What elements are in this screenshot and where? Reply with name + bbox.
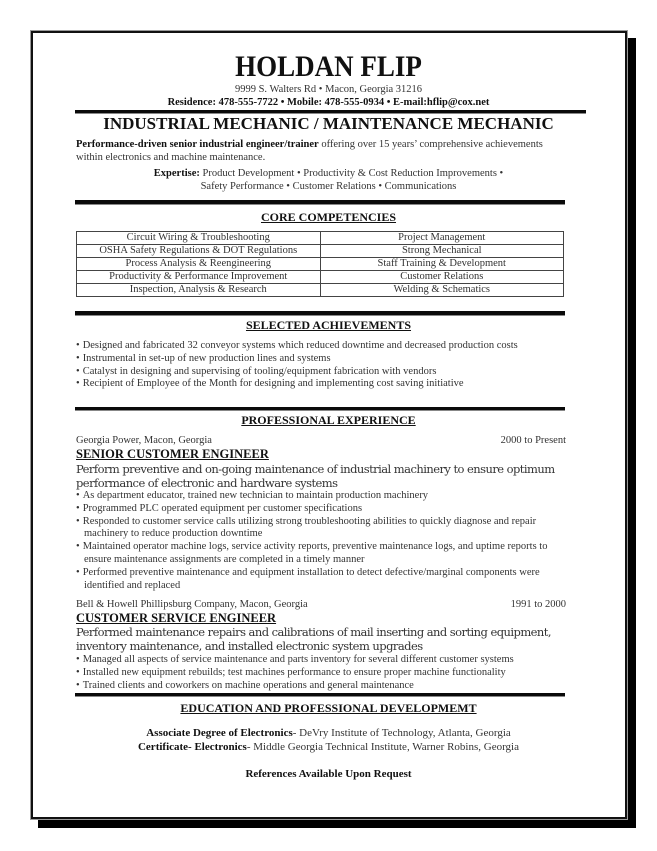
summary-text: offering over 15 years’ comprehensive achievements within electronics and machine maintenance.: [76, 139, 543, 163]
table-cell: Productivity & Performance Improvement: [77, 271, 321, 284]
section-heading-experience: PROFESSIONAL EXPERIENCE: [241, 413, 416, 427]
job-description: Perform preventive and on-going maintenance of industrial machinery to ensure optimum performance of electronic and hardware systems: [76, 462, 555, 490]
list-item: • Instrumental in set-up of new production lines and systems: [76, 353, 571, 366]
list-item: • Managed all aspects of service maintenance and parts inventory for several different customer systems: [76, 654, 571, 667]
list-item: • Performed preventive maintenance and equipment installation to detect defective/marginal components were identified and replaced: [76, 567, 571, 593]
list-item: • Maintained operator machine logs, service activity reports, preventive maintenance logs, and uptime reports to ensure maintenance assignments are completed in a timely manner: [76, 541, 571, 567]
table-cell: Customer Relations: [320, 271, 564, 284]
job-2-meta: [76, 599, 566, 611]
list-item: • Responded to customer service calls utilizing strong troubleshooting abilities to quickly diagnose and repair machinery to reduce production downtime: [76, 516, 571, 542]
list-item: • Recipient of Employee of the Month for designing and implementing cost saving initiative: [76, 378, 571, 391]
job-dates: 1991 to 2000: [510, 599, 566, 610]
candidate-name: HOLDAN FLIP: [235, 50, 422, 83]
divider: [75, 311, 565, 316]
table-row: [77, 258, 564, 271]
address: 9999 S. Walters Rd • Macon, Georgia 31216: [234, 84, 423, 95]
table-cell: Process Analysis & Reengineering: [77, 258, 321, 271]
table-cell: Project Management: [320, 232, 564, 245]
references-note: References Available Upon Request: [245, 768, 412, 780]
job-title: CUSTOMER SERVICE ENGINEER: [76, 611, 277, 625]
section-heading-education: EDUCATION AND PROFESSIONAL DEVELOPMEMT: [180, 701, 477, 715]
summary: [76, 138, 566, 164]
expertise-line-2: Safety Performance • Customer Relations • Communications: [200, 181, 457, 192]
summary-lead: Performance-driven senior industrial engineer/trainer: [76, 139, 319, 150]
list-item: • As department educator, trained new technician to maintain production machinery: [76, 490, 571, 503]
table-row: [77, 232, 564, 245]
expertise-line-1: Product Development • Productivity & Cost Reduction Improvements •: [199, 168, 504, 179]
job-dates: 2000 to Present: [500, 435, 566, 446]
credential: Certificate- Electronics: [137, 741, 247, 753]
list-item: • Designed and fabricated 32 conveyor systems which reduced downtime and decreased production costs: [76, 340, 571, 353]
divider: [75, 200, 565, 205]
institution: - Middle Georgia Technical Institute, Warner Robins, Georgia: [246, 741, 519, 753]
job-company: Bell & Howell Phillipsburg Company, Macon, Georgia: [76, 599, 308, 610]
table-cell: Welding & Schematics: [320, 284, 564, 297]
divider: [75, 693, 565, 697]
table-row: [77, 284, 564, 297]
job-1-meta: [76, 435, 566, 447]
list-item: • Installed new equipment rebuilds; test machines performance to ensure proper machine functionality: [76, 667, 571, 680]
education-item: [0, 741, 657, 754]
table-cell: Strong Mechanical: [320, 245, 564, 258]
job-company: Georgia Power, Macon, Georgia: [76, 435, 212, 446]
expertise: [0, 167, 657, 193]
job-target-title: INDUSTRIAL MECHANIC / MAINTENANCE MECHANIC: [103, 114, 554, 133]
section-heading-achievements: SELECTED ACHIEVEMENTS: [245, 318, 412, 332]
expertise-label: Expertise:: [153, 168, 200, 179]
list-item: • Programmed PLC operated equipment per customer specifications: [76, 503, 571, 516]
job-1-bullets: [76, 490, 571, 592]
job-description: Performed maintenance repairs and calibrations of mail inserting and sorting equipment, inventory maintenance, and installed electronic system upgrades: [76, 625, 551, 653]
table-cell: Staff Training & Development: [320, 258, 564, 271]
job-2-bullets: [76, 654, 571, 692]
competencies-table: [76, 231, 564, 297]
table-row: [77, 271, 564, 284]
section-heading-core-competencies: CORE COMPETENCIES: [260, 210, 397, 224]
institution: - DeVry Institute of Technology, Atlanta, Georgia: [292, 727, 511, 739]
education-item: [0, 727, 657, 740]
table-cell: Circuit Wiring & Troubleshooting: [77, 232, 321, 245]
table-cell: Inspection, Analysis & Research: [77, 284, 321, 297]
divider: [75, 407, 565, 411]
table-cell: OSHA Safety Regulations & DOT Regulations: [77, 245, 321, 258]
list-item: • Trained clients and coworkers on machine operations and general maintenance: [76, 680, 571, 693]
contact-info: Residence: 478-555-7722 • Mobile: 478-555-0934 • E-mail:hflip@cox.net: [167, 97, 490, 108]
achievements-list: [76, 340, 571, 391]
table-row: [77, 245, 564, 258]
job-title: SENIOR CUSTOMER ENGINEER: [76, 447, 269, 461]
credential: Associate Degree of Electronics: [146, 727, 293, 739]
list-item: • Catalyst in designing and supervising of tooling/equipment fabrication with vendors: [76, 366, 571, 379]
